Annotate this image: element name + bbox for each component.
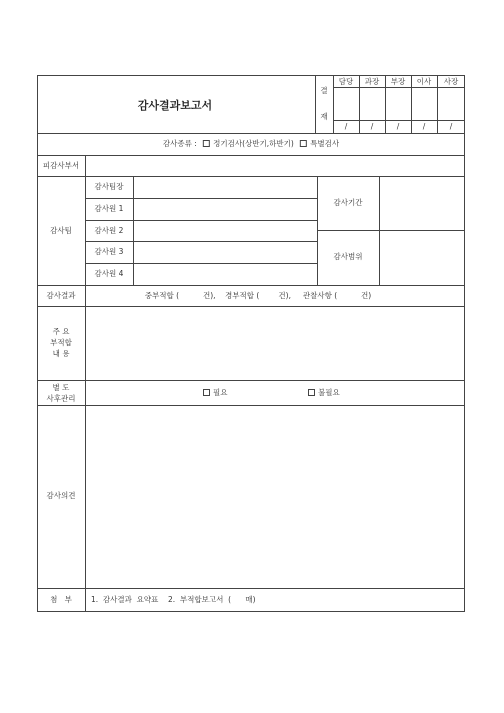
follow-up-not-needed bbox=[308, 388, 340, 398]
page-title: 감사결과보고서 bbox=[137, 99, 213, 112]
follow-up-line: 별 도 bbox=[52, 383, 70, 392]
period-value-divider bbox=[379, 176, 380, 285]
major-findings-line: 부적합 bbox=[50, 338, 72, 347]
approval-role: 사장 bbox=[443, 77, 459, 86]
audit-period-label: 감사기간 bbox=[333, 198, 363, 207]
checkbox-regular-audit[interactable] bbox=[203, 140, 210, 147]
audit-type-option-special: 특별검사 bbox=[310, 139, 340, 148]
major-findings-line: 내 용 bbox=[52, 349, 70, 358]
audit-opinion-label: 감사의견 bbox=[46, 491, 76, 500]
label-col-divider bbox=[85, 155, 86, 612]
row-line bbox=[85, 263, 317, 264]
team-member-label: 감사원 2 bbox=[94, 226, 124, 235]
checkbox-special-audit[interactable] bbox=[300, 140, 307, 147]
row-line bbox=[37, 588, 465, 589]
audit-type-row bbox=[163, 139, 339, 149]
row-line bbox=[37, 380, 465, 381]
major-findings-label bbox=[50, 326, 72, 359]
approval-label-bottom: 재 bbox=[320, 112, 328, 121]
audit-result-text: 중부적합 ( 건), 경부적합 ( 건), 관찰사항 ( 건) bbox=[144, 291, 372, 300]
attachment-label: 첨 부 bbox=[50, 595, 72, 604]
frame-top bbox=[37, 75, 465, 76]
audit-type-label: 감사종류 : bbox=[162, 139, 197, 148]
team-member-label: 감사원 1 bbox=[94, 204, 124, 213]
audit-scope-label: 감사범위 bbox=[333, 252, 363, 261]
approval-divider-label bbox=[333, 75, 334, 133]
team-member-label: 감사원 3 bbox=[94, 247, 124, 256]
approval-date-slash: / bbox=[370, 122, 374, 131]
approval-date-slash: / bbox=[449, 122, 453, 131]
approval-col-divider bbox=[437, 75, 438, 133]
row-line bbox=[317, 230, 465, 231]
approval-col-divider bbox=[411, 75, 412, 133]
approval-role: 이사 bbox=[416, 77, 432, 86]
approval-divider-left bbox=[315, 75, 316, 133]
row-line bbox=[37, 176, 465, 177]
approval-date-slash: / bbox=[344, 122, 348, 131]
period-col-divider bbox=[317, 176, 318, 285]
follow-up-needed-label: 필요 bbox=[213, 388, 228, 397]
approval-role: 담당 bbox=[338, 77, 354, 86]
approval-role: 과장 bbox=[364, 77, 380, 86]
approval-header-line bbox=[333, 87, 464, 88]
major-findings-line: 주 요 bbox=[52, 327, 70, 336]
approval-col-divider bbox=[385, 75, 386, 133]
row-line bbox=[37, 155, 465, 156]
audit-team-label: 감사팀 bbox=[50, 226, 72, 235]
approval-label-top: 결 bbox=[320, 86, 328, 95]
checkbox-needed[interactable] bbox=[203, 389, 210, 396]
row-line bbox=[85, 198, 317, 199]
follow-up-not-needed-label: 불필요 bbox=[318, 388, 340, 397]
audit-result-label: 감사결과 bbox=[46, 291, 76, 300]
frame-bottom bbox=[37, 611, 465, 612]
attachment-text: 1. 감사결과 요약표 2. 부적합보고서 ( 매) bbox=[91, 595, 256, 604]
follow-up-label bbox=[47, 382, 76, 404]
audit-type-option-regular: 정기검사(상반기,하반기) bbox=[213, 139, 294, 148]
row-line bbox=[37, 306, 465, 307]
team-name-divider bbox=[133, 176, 134, 285]
row-line bbox=[85, 241, 317, 242]
approval-date-slash: / bbox=[396, 122, 400, 131]
row-line bbox=[37, 133, 465, 134]
row-line bbox=[37, 405, 465, 406]
approval-col-divider bbox=[359, 75, 360, 133]
team-member-label: 감사원 4 bbox=[94, 269, 124, 278]
follow-up-line: 사후관리 bbox=[46, 394, 76, 403]
approval-date-line bbox=[333, 120, 464, 121]
row-line bbox=[37, 285, 465, 286]
checkbox-not-needed[interactable] bbox=[308, 389, 315, 396]
approval-date-slash: / bbox=[422, 122, 426, 131]
team-member-label: 감사팀장 bbox=[94, 182, 124, 191]
approval-role: 부장 bbox=[390, 77, 406, 86]
audited-dept-label: 피감사부서 bbox=[42, 161, 80, 170]
row-line bbox=[85, 220, 317, 221]
follow-up-needed bbox=[203, 388, 228, 398]
